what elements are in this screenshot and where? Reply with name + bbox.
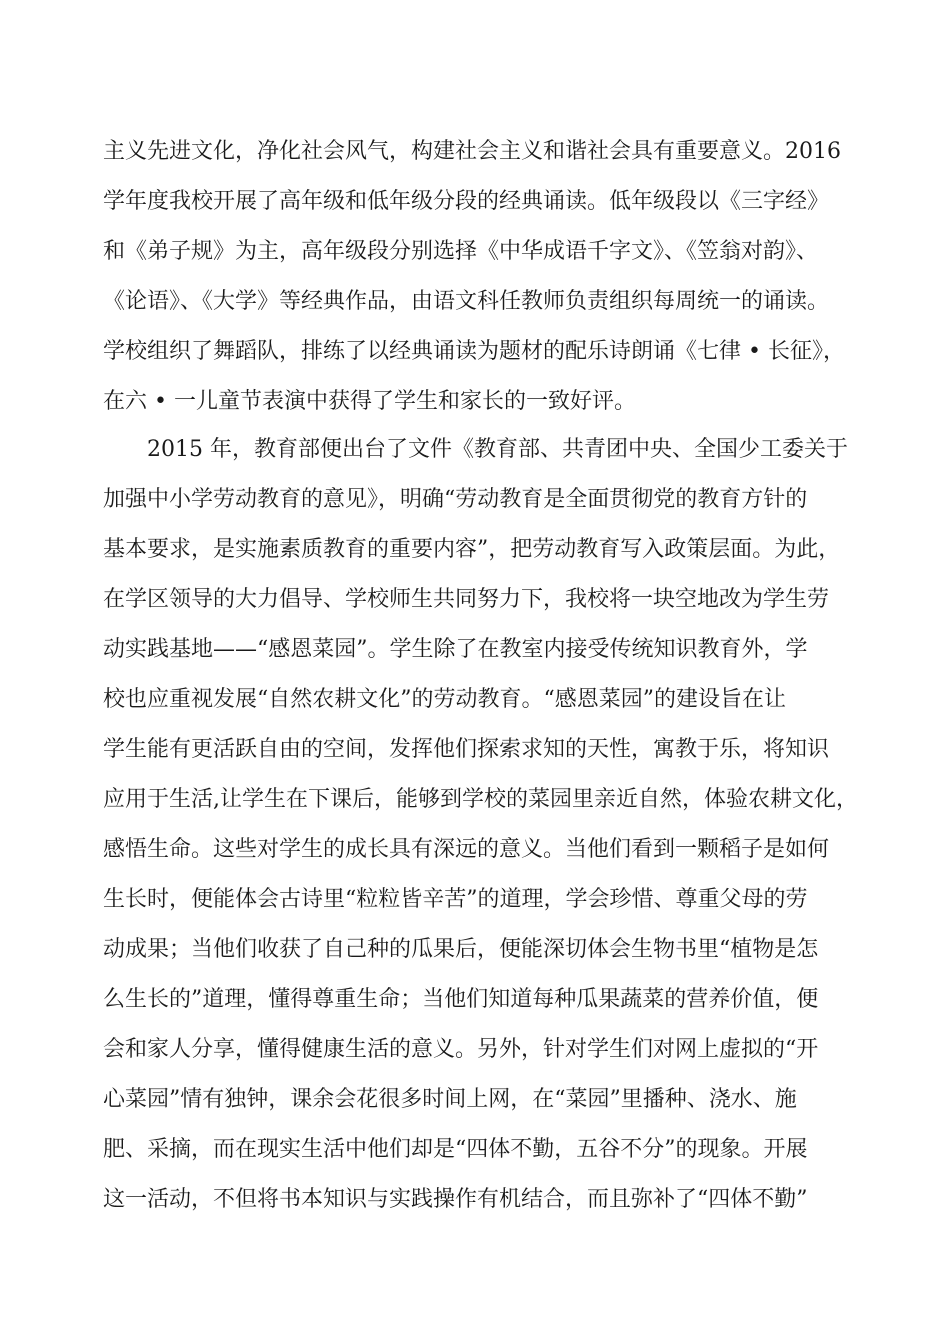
paragraph-2-line-11: 动成果；当他们收获了自己种的瓜果后，便能深切体会生物书里“植物是怎 [103,937,819,962]
paragraph-1-line-4: 《论语》、《大学》等经典作品，由语文科任教师负责组织每周统一的诵读。 [103,289,830,314]
paragraph-2-line-8: 应用于生活,让学生在下课后，能够到学校的菜园里亲近自然，体验农耕文化， [103,787,858,812]
paragraph-1-line-6: 在六 • 一儿童节表演中获得了学生和家长的一致好评。 [103,389,636,414]
paragraph-1-line-5: 学校组织了舞蹈队，排练了以经典诵读为题材的配乐诗朗诵《七律 • 长征》， [103,339,845,364]
paragraph-1-line-1: 主义先进文化，净化社会风气，构建社会主义和谐社会具有重要意义。2016 [103,139,841,164]
paragraph-2-line-4: 在学区领导的大力倡导、学校师生共同努力下，我校将一块空地改为学生劳 [103,587,830,612]
paragraph-1-line-2: 学年度我校开展了高年级和低年级分段的经典诵读。低年级段以《三字经》 [103,189,830,214]
paragraph-2-line-7: 学生能有更活跃自由的空间，发挥他们探索求知的天性，寓教于乐，将知识 [103,737,830,762]
paragraph-2-line-6: 校也应重视发展“自然农耕文化”的劳动教育。“感恩菜园”的建设旨在让 [103,687,786,712]
paragraph-2-line-2: 加强中小学劳动教育的意见》，明确“劳动教育是全面贯彻党的教育方针的 [103,487,808,512]
paragraph-2-line-13: 会和家人分享，懂得健康生活的意义。另外，针对学生们对网上虚拟的“开 [103,1037,819,1062]
paragraph-2-line-1: 2015 年，教育部便出台了文件《教育部、共青团中央、全国少工委关于 [147,437,848,462]
paragraph-2-line-16: 这一活动，不但将书本知识与实践操作有机结合，而且弥补了“四体不勤” [103,1187,808,1212]
paragraph-2-line-15: 肥、采摘，而在现实生活中他们却是“四体不勤，五谷不分”的现象。开展 [103,1137,808,1162]
paragraph-2-line-9: 感悟生命。这些对学生的成长具有深远的意义。当他们看到一颗稻子是如何 [103,837,830,862]
paragraph-1-line-3: 和《弟子规》为主，高年级段分别选择《中华成语千字文》、《笠翁对韵》、 [103,239,819,264]
paragraph-2-line-12: 么生长的”道理，懂得尊重生命；当他们知道每种瓜果蔬菜的营养价值，便 [103,987,819,1012]
paragraph-2-line-5: 动实践基地——“感恩菜园”。学生除了在教室内接受传统知识教育外，学 [103,637,808,662]
paragraph-2-line-3: 基本要求，是实施素质教育的重要内容”，把劳动教育写入政策层面。为此， [103,537,841,562]
paragraph-2-line-14: 心菜园”情有独钟，课余会花很多时间上网，在“菜园”里播种、浇水、施 [103,1087,797,1112]
paragraph-2-line-10: 生长时，便能体会古诗里“粒粒皆辛苦”的道理，学会珍惜、尊重父母的劳 [103,887,808,912]
